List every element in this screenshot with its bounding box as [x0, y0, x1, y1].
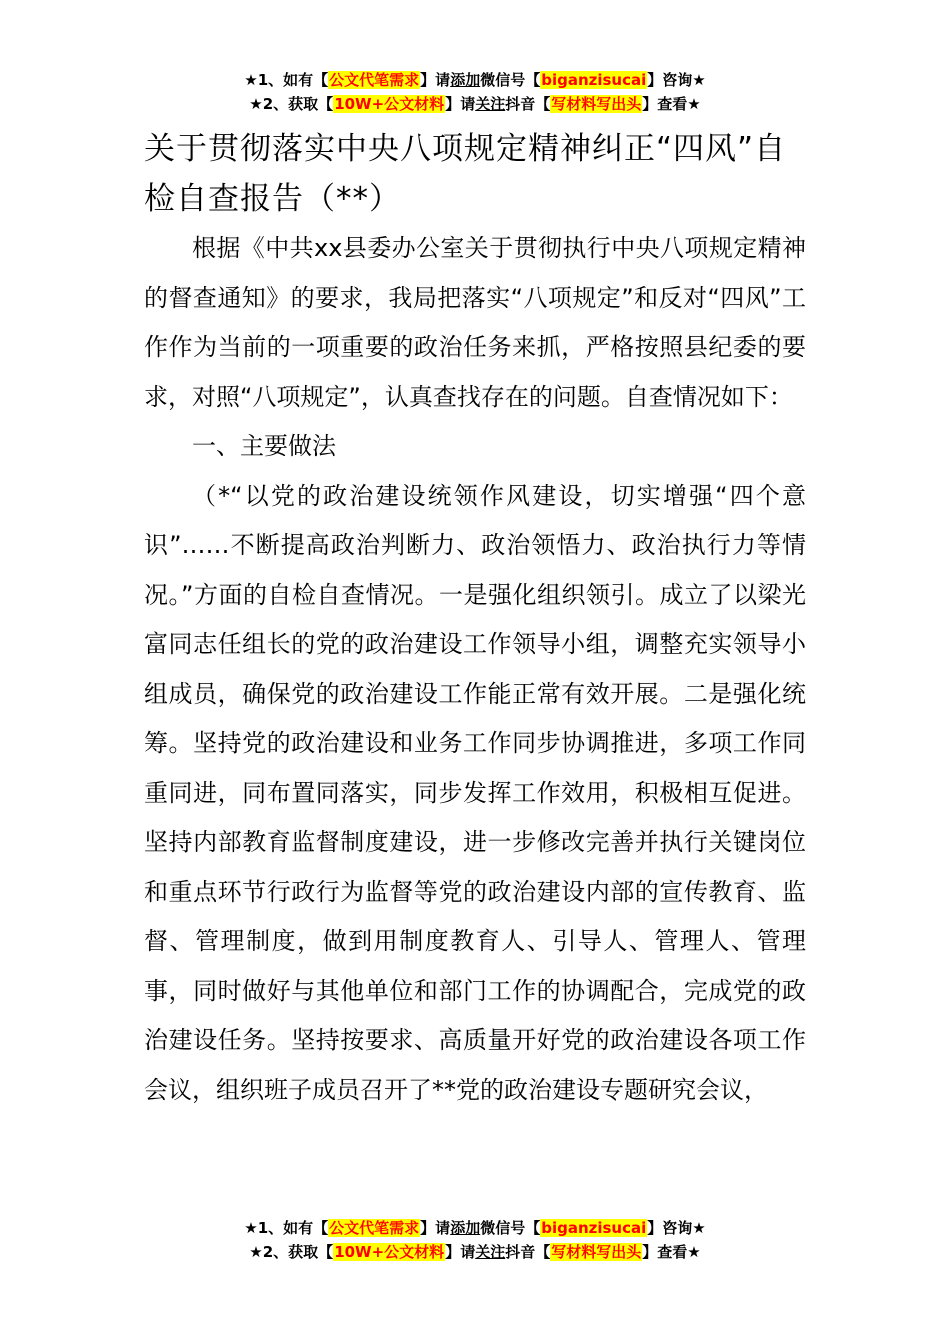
promo-highlight: biganzisucai [541, 71, 647, 89]
footer-promo-banner [0, 1216, 950, 1264]
promo-underlined-text: 添加 [450, 1219, 481, 1237]
promo-text: ★2、获取【 [249, 1243, 334, 1261]
promo-text: ★1、如有【 [244, 71, 329, 89]
promo-line-2 [0, 92, 950, 116]
promo-underlined-text: 关注 [475, 1243, 506, 1261]
promo-highlight: 写材料写出头 [551, 95, 642, 113]
promo-highlight: 写材料写出头 [551, 1243, 642, 1261]
promo-highlight: 10W+公文材料 [334, 1243, 445, 1261]
promo-highlight: biganzisucai [541, 1219, 647, 1237]
promo-text: 微信号【 [480, 71, 541, 89]
promo-text: 微信号【 [480, 1219, 541, 1237]
header-promo-banner [0, 68, 950, 116]
promo-text: 】咨询★ [647, 71, 706, 89]
promo-text: 抖音【 [505, 1243, 551, 1261]
promo-text: 抖音【 [505, 95, 551, 113]
promo-line-2 [0, 1240, 950, 1264]
promo-highlight: 公文代笔需求 [329, 1219, 420, 1237]
section-paragraph: （*“以党的政治建设统领作风建设，切实增强“四个意识”……不断提高政治判断力、政治领悟力、政治执行力等情况。”方面的自检自查情况。一是强化组织领引。成立了以梁光富同志任组长的党的政治建设工作领导小组，调整充实领导小组成员，确保党的政治建设工作能正常有效开展。二是强化统筹。坚持党的政治建设和业务工作同步协调推进，多项工作同重同进，同布置同落实，同步发挥工作效用，积极相互促进。坚持内部教育监督制度建设，进一步修改完善并执行关键岗位和重点环节行政行为监督等党的政治建设内部的宣传教育、监督、管理制度，做到用制度教育人、引导人、管理人、管理事，同时做好与其他单位和部门工作的协调配合，完成党的政治建设任务。坚持按要求、高质量开好党的政治建设各项工作会议，组织班子成员召开了**党的政治建设专题研究会议， [144, 481, 806, 1104]
promo-text: 】查看★ [642, 1243, 701, 1261]
promo-text: 】请 [445, 95, 476, 113]
document-title: 关于贯彻落实中央八项规定精神纠正“四风”自检自查报告（**） [144, 131, 787, 217]
promo-underlined-text: 添加 [450, 71, 481, 89]
promo-line-1 [0, 1216, 950, 1240]
promo-text: 】查看★ [642, 95, 701, 113]
promo-highlight: 10W+公文材料 [334, 95, 445, 113]
document-body [144, 124, 806, 1115]
promo-text: 】咨询★ [647, 1219, 706, 1237]
promo-text: 】请 [445, 1243, 476, 1261]
intro-paragraph: 根据《中共xx县委办公室关于贯彻执行中央八项规定精神的督查通知》的要求，我局把落实“八项规定”和反对“四风”工作作为当前的一项重要的政治任务来抓，严格按照县纪委的要求，对照“八项规定”，认真查找存在的问题。自查情况如下： [144, 234, 806, 411]
promo-text: 】请 [420, 1219, 451, 1237]
promo-highlight: 公文代笔需求 [329, 71, 420, 89]
promo-text: ★2、获取【 [249, 95, 334, 113]
promo-text: 】请 [420, 71, 451, 89]
section-heading: 一、主要做法 [192, 432, 336, 460]
promo-text: ★1、如有【 [244, 1219, 329, 1237]
promo-line-1 [0, 68, 950, 92]
promo-underlined-text: 关注 [475, 95, 506, 113]
